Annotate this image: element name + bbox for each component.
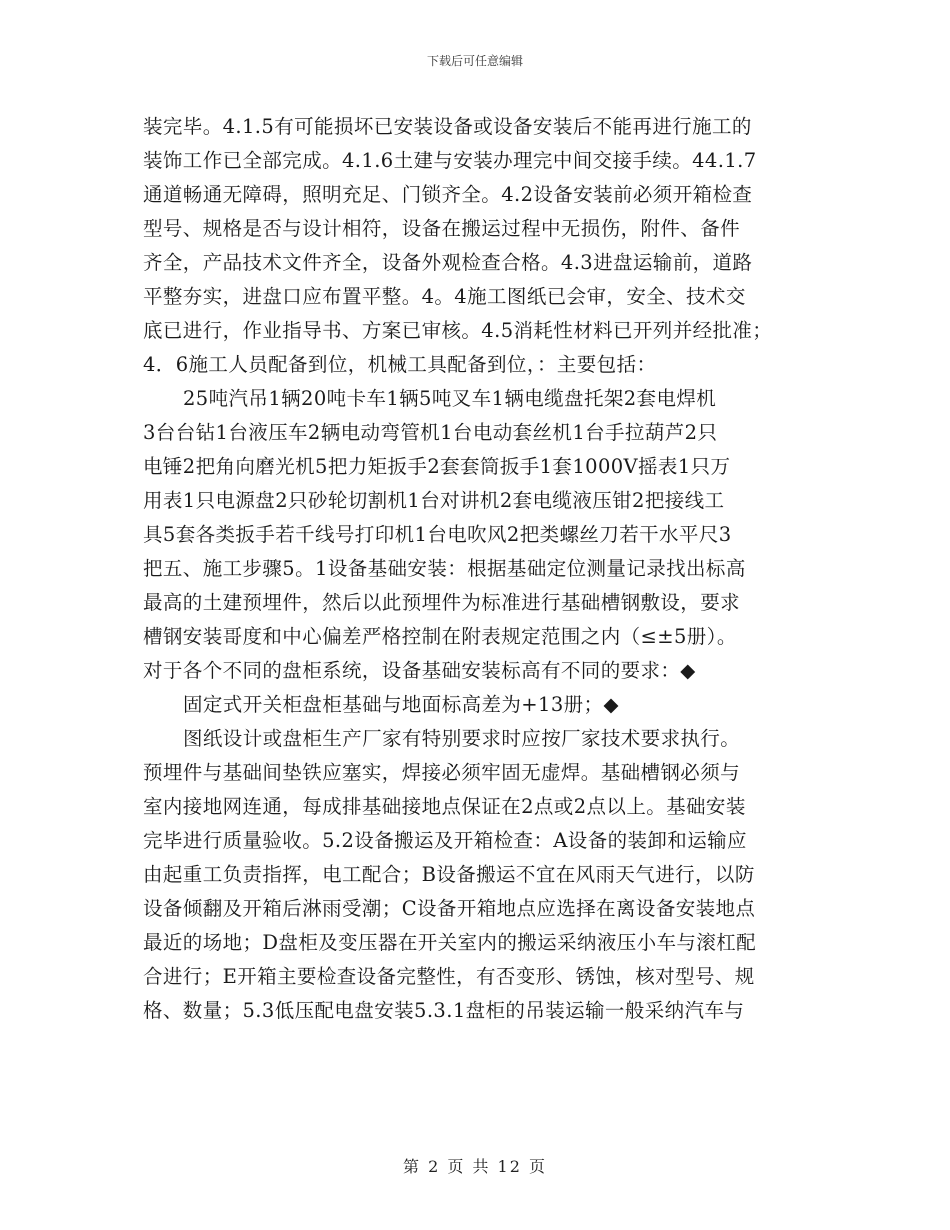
text-line: 装完毕。4.1.5有可能损坏已安装设备或设备安装后不能再进行施工的 [143,115,752,138]
document-body [143,110,811,1028]
text-line: 电锤2把角向磨光机5把力矩扳手2套套筒扳手1套1000V摇表1只万 [143,455,731,478]
text-line: 格、数量；5.3低压配电盘安装5.3.1盘柜的吊装运输一般采纳汽车与 [143,999,745,1022]
text-line: 设备倾翻及开箱后淋雨受潮；C设备开箱地点应选择在离设备安装地点 [143,897,756,920]
text-line: 室内接地网连通，每成排基础接地点保证在2点或2点以上。基础安装 [143,795,746,818]
text-line: 25吨汽吊1辆20吨卡车1辆5吨叉车1辆电缆盘托架2套电焊机 [183,387,717,410]
text-line: 固定式开关柜盘柜基础与地面标高差为+13册；◆ [183,693,619,716]
text-line: 图纸设计或盘柜生产厂家有特别要求时应按厂家技术要求执行。 [183,727,741,750]
text-line: 预埋件与基础间垫铁应塞实，焊接必须牢固无虚焊。基础槽钢必须与 [143,761,741,784]
text-line: 装饰工作已全部完成。4.1.6土建与安装办理完中间交接手续。44.1.7 [143,149,757,172]
text-line: 完毕进行质量验收。5.2设备搬运及开箱检查：A设备的装卸和运输应 [143,829,747,852]
text-line: 底已进行，作业指导书、方案已审核。4.5消耗性材料已开列并经批准； [143,319,773,342]
text-line: 3台台钻1台液压车2辆电动弯管机1台电动套丝机1台手拉葫芦2只 [143,421,718,444]
text-line: 用表1只电源盘2只砂轮切割机1台对讲机2套电缆液压钳2把接线工 [143,489,725,512]
text-line: 通道畅通无障碍，照明充足、门锁齐全。4.2设备安装前必须开箱检查 [143,183,753,206]
text-line: 最高的土建预埋件，然后以此预埋件为标准进行基础槽钢敷设，要求 [143,591,741,614]
text-line: 槽钢安装哥度和中心偏差严格控制在附表规定范围之内（≤±5册）。 [143,625,737,648]
text-line: 4．6施工人员配备到位，机械工具配备到位，：主要包括： [143,353,657,376]
text-line: 把五、施工步骤5。1设备基础安装：根据基础定位测量记录找出标高 [143,557,746,580]
text-line: 型号、规格是否与设计相符，设备在搬运过程中无损伤，附件、备件 [143,217,741,240]
text-line: 平整夯实，进盘口应布置平整。4。4施工图纸已会审，安全、技术交 [143,285,746,308]
text-line: 最近的场地；D盘柜及变压器在开关室内的搬运采纳液压小车与滚杠配 [143,931,757,954]
page-number-footer: 第 2 页 共 12 页 [403,1157,547,1176]
text-line: 合进行；E开箱主要检查设备完整性，有否变形、锈蚀，核对型号、规 [143,965,755,988]
text-line: 对于各个不同的盘柜系统，设备基础安装标高有不同的要求：◆ [143,659,696,682]
page-header: 下载后可任意编辑 [426,54,523,68]
text-line: 齐全，产品技术文件齐全，设备外观检查合格。4.3进盘运输前，道路 [143,251,753,274]
text-line: 具5套各类扳手若千线号打印机1台电吹风2把类螺丝刀若干水平尺3 [143,523,732,546]
text-line: 由起重工负责指挥，电工配合；B设备搬运不宜在风雨天气进行，以防 [143,863,755,886]
